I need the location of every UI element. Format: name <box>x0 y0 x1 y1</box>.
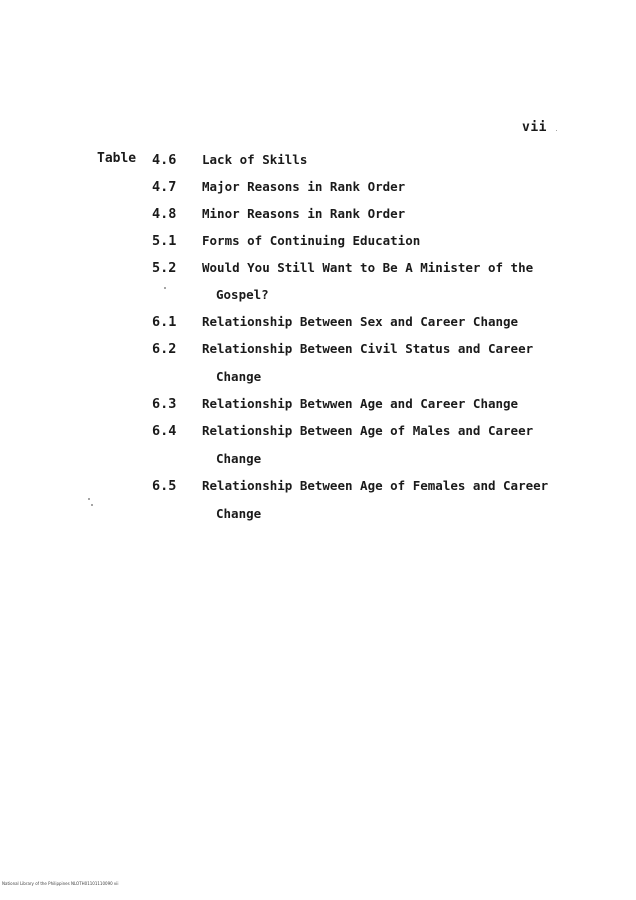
page-number: vii <box>522 120 547 135</box>
table-title-continuation: Gospel? <box>216 287 269 302</box>
table-number: 4.8 <box>152 206 177 222</box>
table-title-continuation: Change <box>216 451 262 466</box>
table-title: Minor Reasons in Rank Order <box>202 206 406 221</box>
table-title-continuation: Change <box>216 369 262 384</box>
table-title: Relationship Between Age of Females and Career <box>202 478 549 493</box>
scan-speck <box>88 498 90 500</box>
table-number: 6.2 <box>152 341 177 357</box>
scan-speck <box>164 287 166 289</box>
table-number: 5.1 <box>152 233 177 249</box>
table-title: Relationship Betwwen Age and Career Change <box>202 396 519 411</box>
footer-attribution: National Library of the Philippines NLOTH01101110090 vii <box>2 881 119 886</box>
scan-speck <box>556 130 557 131</box>
table-title: Relationship Between Civil Status and Career <box>202 341 534 356</box>
table-number: 6.4 <box>152 423 177 439</box>
table-number: 4.6 <box>152 152 177 168</box>
table-title: Relationship Between Age of Males and Career <box>202 423 534 438</box>
table-title: Would You Still Want to Be A Minister of the <box>202 260 534 275</box>
table-title: Relationship Between Sex and Career Change <box>202 314 519 329</box>
table-title-continuation: Change <box>216 506 262 521</box>
table-number: 5.2 <box>152 260 177 276</box>
table-number: 6.1 <box>152 314 177 330</box>
table-number: 4.7 <box>152 179 177 195</box>
table-label: Table <box>97 151 137 166</box>
table-title: Forms of Continuing Education <box>202 233 421 248</box>
table-title: Lack of Skills <box>202 152 308 167</box>
scan-speck <box>91 504 93 506</box>
table-number: 6.5 <box>152 478 177 494</box>
table-number: 6.3 <box>152 396 177 412</box>
table-title: Major Reasons in Rank Order <box>202 179 406 194</box>
